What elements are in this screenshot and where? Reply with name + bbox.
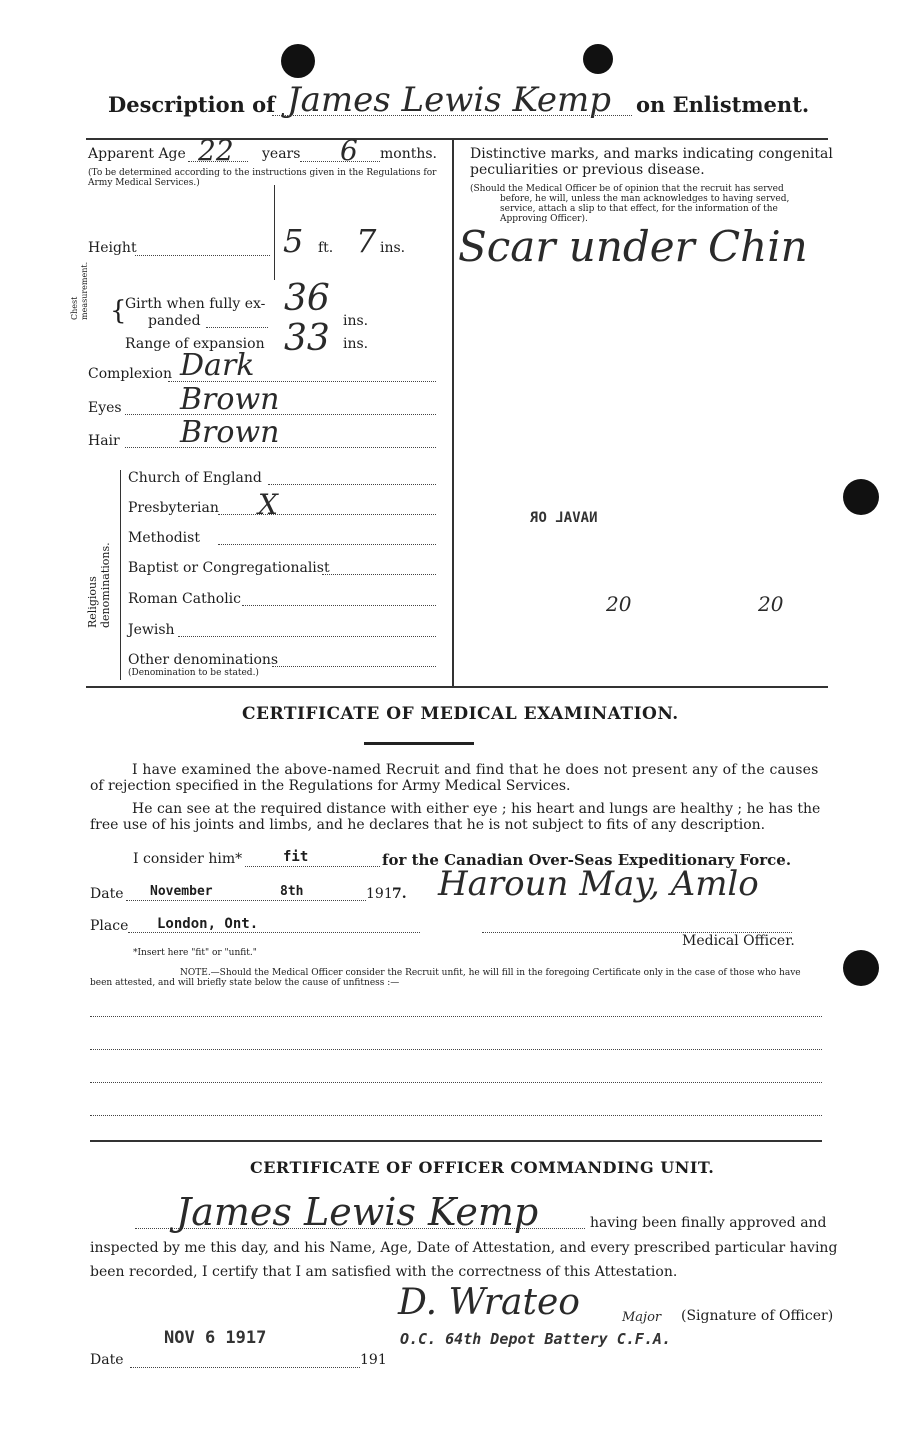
marks-note-4: Approving Officer).	[500, 214, 588, 224]
height-label: Height	[88, 240, 137, 256]
marks-note-1: (Should the Medical Officer be of opinion that the recruit has served	[470, 184, 784, 194]
medical-year-digit: 7.	[392, 886, 407, 902]
unfitness-line-3	[90, 1082, 822, 1083]
commanding-line-2: inspected by me this day, and his Name, Age, Date of Attestation, and every prescribed particular having	[90, 1240, 838, 1256]
title-left: Description of	[108, 92, 276, 117]
bleed-through-text: NAVAL OR	[530, 510, 598, 526]
religion-item-methodist: Methodist	[128, 530, 200, 546]
commanding-line-3: been recorded, I certify that I am satisfied with the correctness of this Attestation.	[90, 1264, 678, 1280]
age-months-value: 6	[340, 134, 358, 167]
marks-note-3: service, attach a slip to that effect, for the information of the	[500, 204, 778, 214]
age-years-value: 22	[198, 134, 234, 167]
hair-value: Brown	[180, 415, 280, 450]
religion-item-baptist: Baptist or Congregationalist	[128, 560, 330, 576]
medical-date-label: Date	[90, 886, 124, 902]
commanding-year-label: 191	[360, 1352, 387, 1368]
religion-item-presbyterian: Presbyterian	[128, 500, 219, 516]
medical-para-1a: I have examined the above-named Recruit and find that he does not present any of the causes	[132, 762, 819, 778]
inches-label: ins.	[380, 240, 406, 256]
range-value: 33	[284, 318, 330, 359]
marks-heading-1: Distinctive marks, and marks indicating congenital	[470, 146, 833, 162]
religion-side-label: Religious denominations.	[86, 542, 112, 628]
months-label: months.	[380, 146, 437, 162]
commanding-date-label: Date	[90, 1352, 124, 1368]
punch-hole-right-upper	[843, 479, 879, 515]
height-inches-value: 7	[356, 222, 377, 260]
medical-heading: CERTIFICATE OF MEDICAL EXAMINATION.	[242, 704, 679, 724]
feet-label: ft.	[318, 240, 334, 256]
complexion-label: Complexion	[88, 366, 172, 382]
religion-item-church-of-england: Church of England	[128, 470, 262, 486]
medical-date-day: 8th	[280, 884, 304, 899]
eyes-label: Eyes	[88, 400, 122, 416]
stamp-date: NOV 6 1917	[164, 1328, 267, 1348]
age-label: Apparent Age	[88, 146, 186, 162]
signature-label: (Signature of Officer)	[681, 1308, 834, 1324]
title-right: on Enlistment.	[636, 92, 810, 117]
commanding-heading: CERTIFICATE OF OFFICER COMMANDING UNIT.	[250, 1158, 715, 1177]
girth-unit: ins.	[343, 313, 369, 329]
medical-para-1b: of rejection specified in the Regulations for Army Medical Services.	[90, 778, 571, 794]
distinctive-mark-value: Scar under Chin	[458, 222, 808, 271]
eyes-value: Brown	[180, 382, 280, 417]
marks-number-2: 20	[758, 592, 784, 616]
medical-officer-signature: Haroun May, Amlo	[438, 864, 759, 904]
presbyterian-mark: X	[258, 488, 278, 521]
marks-note-2: before, he will, unless the man acknowledges to having served,	[500, 194, 790, 204]
religion-item-other: Other denominations	[128, 652, 279, 668]
recruit-name: James Lewis Kemp	[287, 80, 612, 120]
range-label: Range of expansion	[125, 336, 265, 352]
medical-para-2b: free use of his joints and limbs, and he declares that he is not subject to fits of any description.	[90, 817, 766, 833]
girth-value: 36	[284, 278, 330, 319]
unfitness-line-1	[90, 1016, 822, 1017]
fit-value: fit	[283, 849, 309, 865]
girth-label-1: Girth when fully ex-	[125, 296, 266, 312]
medical-year-label: 191	[366, 886, 393, 902]
punch-hole-top-right	[583, 44, 613, 74]
place-value: London, Ont.	[157, 916, 259, 932]
medical-note-a: NOTE.—Should the Medical Officer consider the Recruit unfit, he will fill in the foregoing Certificate only in the case of those who have	[180, 968, 801, 978]
consider-label: I consider him*	[133, 851, 243, 867]
force-label: for the Canadian Over-Seas Expeditionary Force.	[382, 851, 792, 869]
marks-number-1: 20	[606, 592, 632, 616]
commanding-signature: D. Wrateo	[398, 1282, 580, 1323]
years-label: years	[262, 146, 301, 162]
range-unit: ins.	[343, 336, 369, 352]
marks-heading-2: peculiarities or previous disease.	[470, 162, 705, 178]
commanding-line-1: having been finally approved and	[590, 1215, 827, 1231]
place-label: Place	[90, 918, 129, 934]
punch-hole-top-left	[281, 44, 315, 78]
religion-other-note: (Denomination to be stated.)	[128, 668, 259, 678]
height-feet-value: 5	[283, 222, 304, 260]
complexion-value: Dark	[180, 348, 255, 383]
religion-item-roman-catholic: Roman Catholic	[128, 591, 241, 607]
girth-label-2: panded	[148, 313, 201, 329]
commanding-rank: Major	[622, 1310, 662, 1325]
medical-para-2a: He can see at the required distance with either eye ; his heart and lungs are healthy ; he has the	[132, 801, 821, 817]
religion-item-jewish: Jewish	[128, 622, 175, 638]
commanding-recruit-name: James Lewis Kemp	[176, 1190, 539, 1234]
medical-officer-label: Medical Officer.	[682, 933, 795, 949]
insert-note: *Insert here "fit" or "unfit."	[133, 948, 257, 958]
medical-note-b: been attested, and will briefly state below the cause of unfitness :—	[90, 978, 400, 988]
unit-stamp: O.C. 64th Depot Battery C.F.A.	[400, 1330, 671, 1348]
hair-label: Hair	[88, 433, 120, 449]
punch-hole-right-lower	[843, 950, 879, 986]
unfitness-line-4	[90, 1115, 822, 1116]
chest-side-label: Chest measurement.	[70, 261, 89, 320]
medical-date-month: November	[150, 884, 213, 899]
unfitness-line-2	[90, 1049, 822, 1050]
age-note: (To be determined according to the instructions given in the Regulations for Army Medical Services.)	[88, 168, 437, 188]
